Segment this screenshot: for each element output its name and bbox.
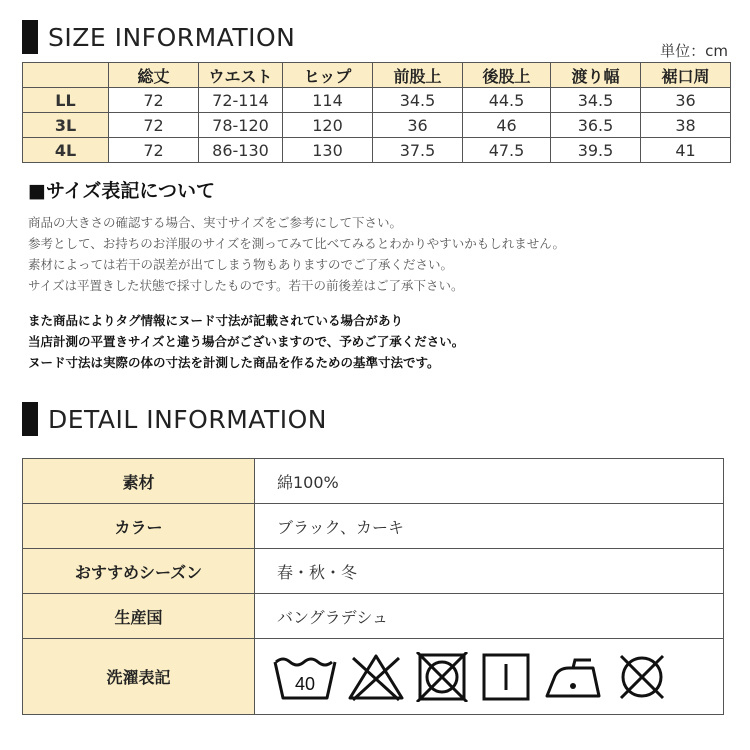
table-row — [23, 88, 731, 113]
note-line: サイズは平置きした状態で採寸したものです。若干の前後差はご了承下さい。 — [28, 278, 464, 293]
iron-low-icon — [543, 652, 605, 702]
size-cell: 38 — [641, 113, 731, 138]
size-table — [22, 62, 731, 163]
note-line-bold: ヌード寸法は実際の体の寸法を計測した商品を作るための基準寸法です。 — [28, 355, 440, 370]
wash-temp: 40 — [294, 673, 316, 694]
detail-label: 洗濯表記 — [23, 639, 255, 715]
table-row — [23, 113, 731, 138]
detail-value: 春・秋・冬 — [255, 549, 724, 594]
size-cell: 86-130 — [199, 138, 283, 163]
detail-label: カラー — [23, 504, 255, 549]
size-header-cell: 裾口周 — [641, 63, 731, 88]
table-row — [23, 504, 724, 549]
detail-value: 綿100% — [255, 459, 724, 504]
size-cell: 46 — [463, 113, 551, 138]
size-header-cell: 渡り幅 — [551, 63, 641, 88]
note-line-bold: 当店計測の平置きサイズと違う場合がございますので、予めご了承ください。 — [28, 334, 465, 349]
size-cell: 120 — [283, 113, 373, 138]
detail-label: おすすめシーズン — [23, 549, 255, 594]
size-cell: 41 — [641, 138, 731, 163]
size-label: 3L — [23, 113, 109, 138]
detail-value: バングラデシュ — [255, 594, 724, 639]
size-section-header — [22, 20, 295, 54]
size-cell: 39.5 — [551, 138, 641, 163]
size-section-title: SIZE INFORMATION — [48, 22, 296, 52]
note-line: 参考として、お持ちのお洋服のサイズを測ってみて比べてみるとわかりやすいかもしれません。 — [28, 236, 566, 251]
size-header-cell: 総丈 — [109, 63, 199, 88]
size-cell: 130 — [283, 138, 373, 163]
size-header-cell: 前股上 — [373, 63, 463, 88]
care-icons — [255, 652, 723, 702]
section-bar — [22, 20, 38, 54]
note-line: 商品の大きさの確認する場合、実寸サイズをご参考にして下さい。 — [28, 215, 403, 230]
size-cell: 36.5 — [551, 113, 641, 138]
size-label: 4L — [23, 138, 109, 163]
size-notes-body — [28, 212, 728, 296]
size-header-cell: ヒップ — [283, 63, 373, 88]
unit-note: 単位：cm — [660, 42, 728, 60]
size-notes-title: ■サイズ表記について — [28, 180, 216, 202]
table-row — [23, 594, 724, 639]
size-cell: 114 — [283, 88, 373, 113]
section-bar — [22, 402, 38, 436]
size-cell: 36 — [373, 113, 463, 138]
wash-40-icon — [273, 652, 337, 702]
size-cell: 78-120 — [199, 113, 283, 138]
size-cell: 44.5 — [463, 88, 551, 113]
no-dry-clean-icon — [615, 652, 669, 702]
size-cell: 37.5 — [373, 138, 463, 163]
size-cell: 34.5 — [551, 88, 641, 113]
size-cell: 72 — [109, 138, 199, 163]
size-cell: 72 — [109, 113, 199, 138]
note-line: 素材によっては若干の誤差が出てしまう物もありますのでご了承ください。 — [28, 257, 454, 272]
size-cell: 72-114 — [199, 88, 283, 113]
detail-table — [22, 458, 724, 715]
size-header-cell: ウエスト — [199, 63, 283, 88]
table-row — [23, 549, 724, 594]
care-symbols-cell — [255, 639, 724, 715]
detail-section-title: DETAIL INFORMATION — [48, 404, 327, 434]
detail-label: 素材 — [23, 459, 255, 504]
note-line-bold: また商品によりタグ情報にヌード寸法が記載されている場合があり — [28, 313, 404, 328]
detail-label: 生産国 — [23, 594, 255, 639]
table-row — [23, 138, 731, 163]
table-row — [23, 639, 724, 715]
no-bleach-icon — [347, 652, 405, 702]
table-row — [23, 459, 724, 504]
size-header-corner — [23, 63, 109, 88]
detail-section-header — [22, 402, 327, 436]
no-tumble-dry-icon — [415, 652, 469, 702]
size-cell: 34.5 — [373, 88, 463, 113]
size-table-header-row — [23, 63, 731, 88]
size-cell: 72 — [109, 88, 199, 113]
detail-value: ブラック、カーキ — [255, 504, 724, 549]
size-header-cell: 後股上 — [463, 63, 551, 88]
size-cell: 36 — [641, 88, 731, 113]
size-notes-emphasis — [28, 310, 728, 373]
line-dry-icon — [479, 652, 533, 702]
size-cell: 47.5 — [463, 138, 551, 163]
size-label: LL — [23, 88, 109, 113]
